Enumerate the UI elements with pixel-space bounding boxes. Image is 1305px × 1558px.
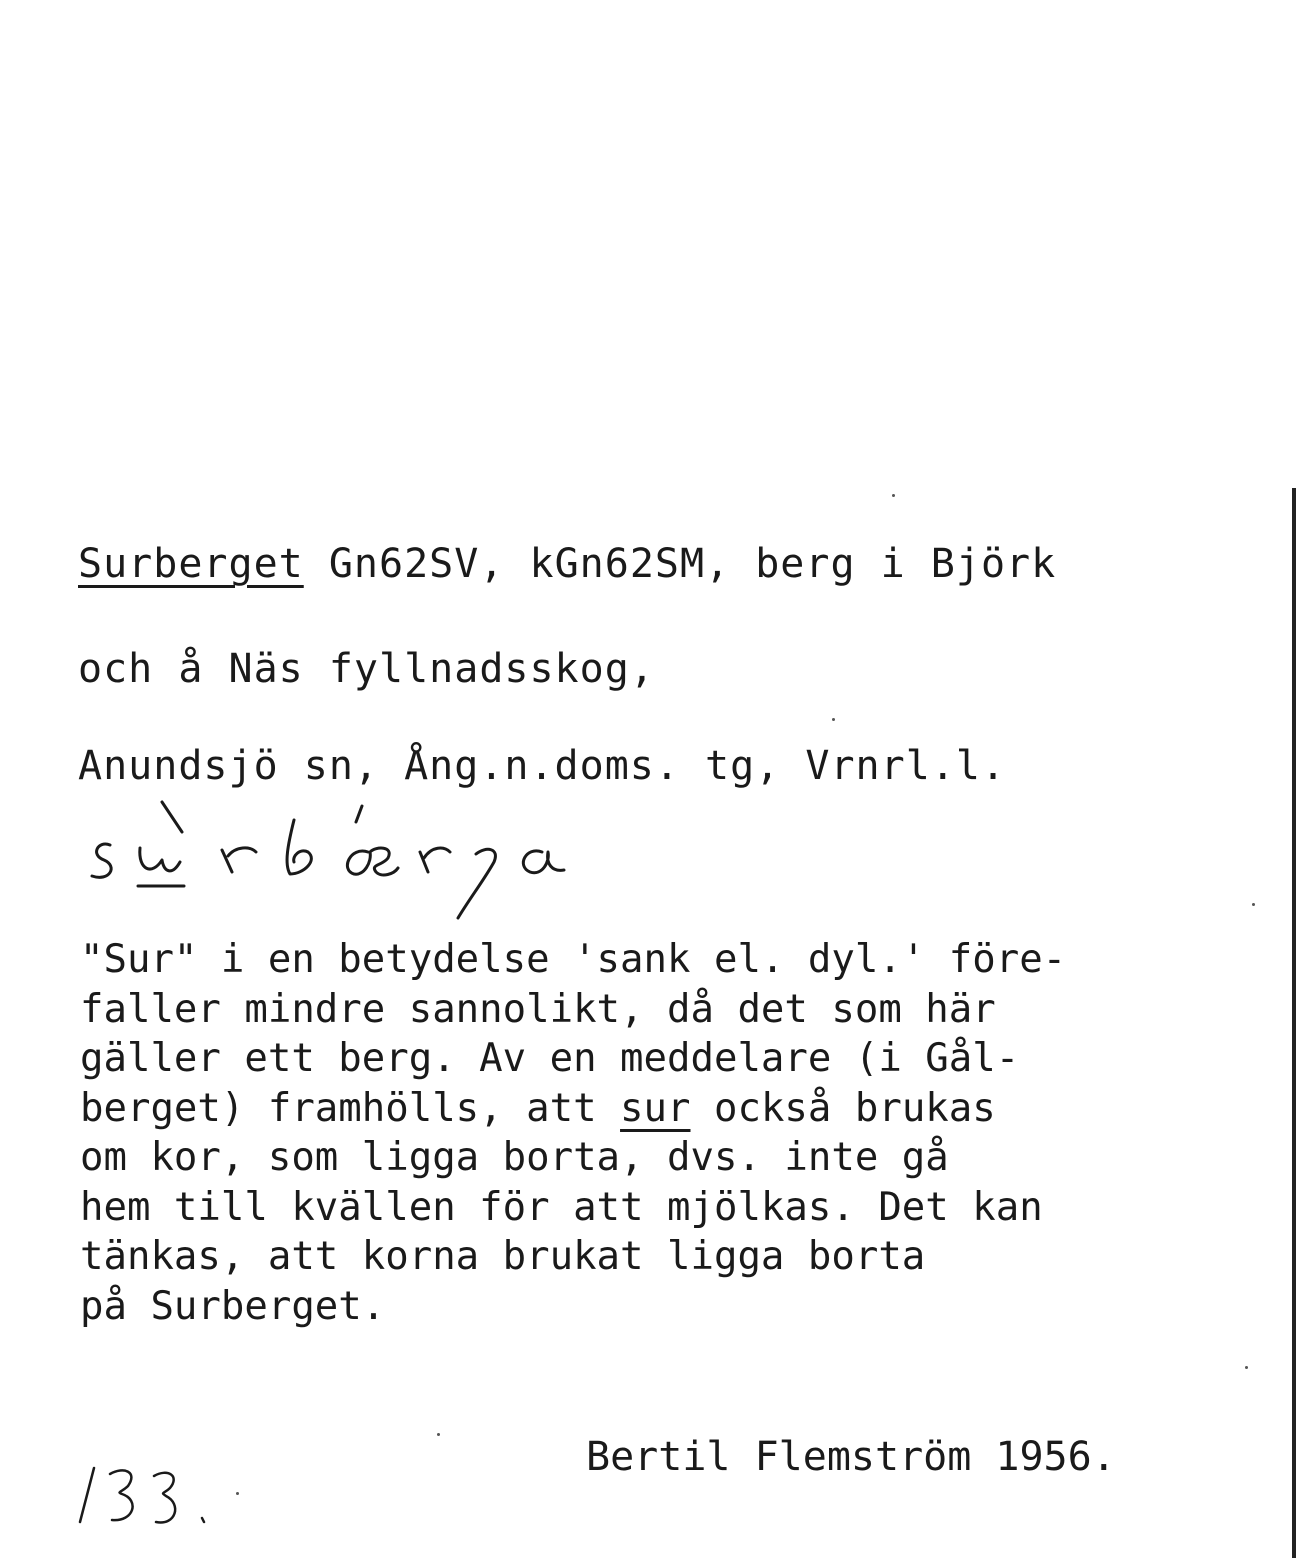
body-line: tänkas, att korna brukat ligga borta — [80, 1234, 926, 1279]
paper-speck — [437, 1433, 440, 1436]
card-right-edge — [1292, 488, 1296, 1558]
handwritten-pronunciation — [80, 800, 600, 930]
handwritten-page-number — [76, 1460, 216, 1530]
entry-body — [80, 935, 1066, 1331]
paper-speck — [832, 718, 835, 721]
entry-headword: Surberget — [78, 541, 304, 587]
paper-speck — [1245, 1366, 1248, 1369]
entry-heading-line-1 — [78, 540, 1056, 588]
body-line: gäller ett berg. Av en meddelare (i Gål- — [80, 1036, 1020, 1081]
signature: Bertil Flemström 1956. — [586, 1434, 1116, 1480]
body-line-4-end: också brukas — [690, 1085, 996, 1131]
underlined-word-sur: sur — [620, 1085, 691, 1131]
paper-speck — [892, 494, 895, 497]
body-line: "Sur" i en betydelse 'sank el. dyl.' före- — [80, 937, 1067, 982]
body-line: hem till kvällen för att mjölkas. Det kan — [80, 1184, 1043, 1230]
paper-speck — [1252, 903, 1255, 906]
body-line: faller mindre sannolikt, då det som här — [80, 986, 996, 1032]
body-line: på Surberget. — [80, 1283, 386, 1329]
body-line — [80, 1084, 1066, 1134]
body-line: om kor, som ligga borta, dvs. inte gå — [80, 1135, 949, 1180]
entry-heading-line-3: Anundsjö sn, Ång.n.doms. tg, Vrnrl.l. — [78, 743, 1007, 789]
entry-heading-line-2: och å Näs fyllnadsskog, — [78, 646, 655, 692]
entry-heading-codes: Gn62SV, kGn62SM, berg i Björk — [303, 541, 1057, 587]
paper-speck — [236, 1492, 239, 1495]
body-line-4-start: berget) framhölls, att — [80, 1085, 621, 1131]
